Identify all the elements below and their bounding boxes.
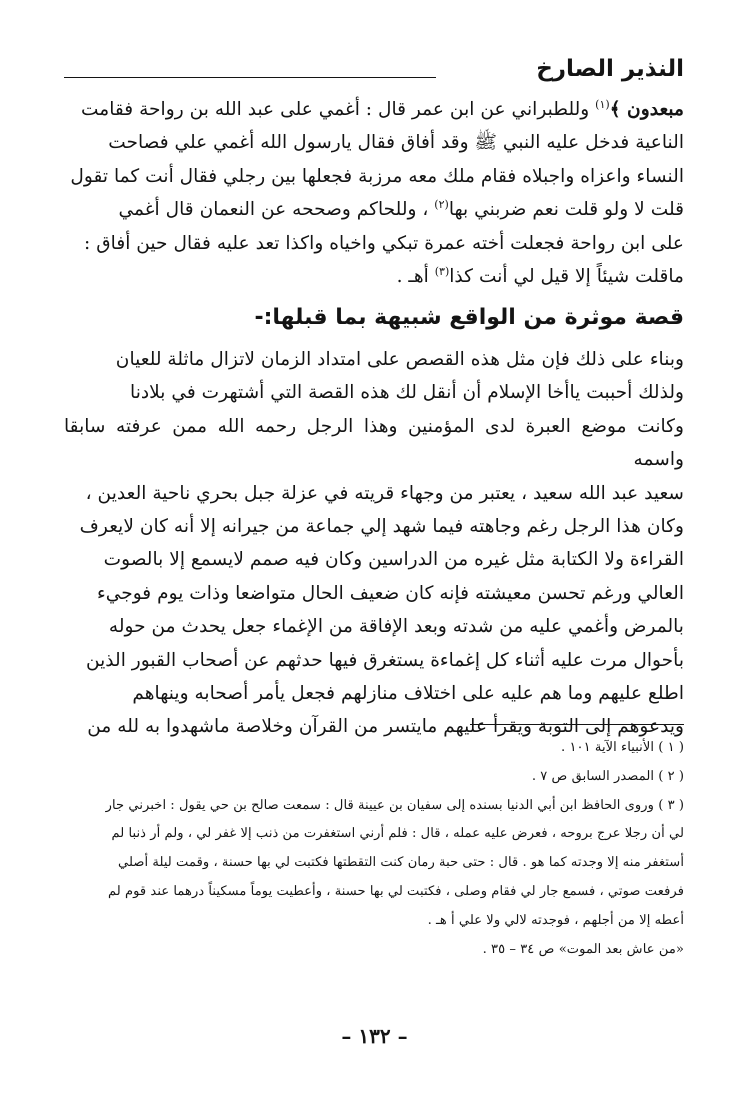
- page-number: – ١٣٢ –: [341, 1024, 408, 1048]
- body-paragraph-1: [64, 93, 684, 293]
- footnote-2: ( ٢ ) المصدر السابق ص ٧ .: [531, 768, 684, 784]
- text-line: سعيد عبد الله سعيد ، يعتبر من وجهاء قريته في عزلة جبل بحري ناحية العدين ،: [85, 482, 684, 504]
- text-line: اطلع عليهم وما هم عليه على اختلاف منازلهم فجعل يأمر أصحابه وينهاهم: [132, 683, 684, 705]
- text-line: وبناء على ذلك فإن مثل هذه القصص على امتداد الزمان لاتزال ماثلة للعيان: [115, 349, 684, 370]
- text-line: النساء واعزاه واجبلاه فقام ملك معه مرزبة فجعلها بين رجلي فقال أنت كما تقول: [70, 165, 684, 187]
- text-run: وللطبراني عن ابن عمر قال : أغمي على عبد الله بن رواحة فقامت: [81, 99, 596, 120]
- text-line: العالي ورغم تحسن معيشته فإنه كان ضعيف الحال متواضعا وذات يوم فوجيء: [96, 582, 684, 604]
- running-header: [64, 52, 684, 88]
- text-line: بأحوال مرت عليه أثناء كل إغماءة يستغرق فيها حدثهم عن أصحاب القبور الذين: [85, 649, 684, 671]
- body-paragraph-2: [64, 343, 684, 744]
- text-run: ، وللحاكم وصححه عن النعمان قال أغمي: [118, 199, 435, 221]
- section-heading: قصة موثرة من الواقع شبيهة بما قبلها:-: [254, 305, 684, 330]
- text-line: ويدعوهم إلى التوبة ويقرأ عليهم مايتسر من القرآن وخلاصة ماشهدوا به لله من: [87, 716, 684, 738]
- text-line: على ابن رواحة فجعلت أخته عمرة تبكي واخياه واكذا تعد عليه فقال حين أفاق :: [84, 232, 684, 254]
- footnote-3-line: أعطه إلا من أجلهم ، فوجدته لالي ولا علي أ هـ .: [427, 912, 684, 928]
- footnote-3-source: «من عاش بعد الموت» ص ٣٤ – ٣٥ .: [482, 941, 684, 957]
- text-line: القراءة ولا الكتابة مثل غيره من الدراسين وكان فيه صمم لايسمع إلا بالصوت: [103, 549, 684, 571]
- quran-verse-end: مبعدون ﴾: [609, 99, 684, 120]
- text-run: أهـ .: [396, 266, 435, 288]
- footnote-3-line: لي أن رجلا عرج بروحه ، فعرض عليه عمله ، قال : فلم أرني استغفرت من ذنب إلا غفر لي ، ولم أر ذنبا لم: [111, 826, 684, 842]
- text-line: [64, 193, 684, 226]
- footnote-3-line: ( ٣ ) وروى الحافظ ابن أبي الدنيا بسنده إلى سفيان بن عيينة قال : سمعت صالح بن حي يقول : اخبرني جار: [105, 797, 684, 813]
- text-line: وكان هذا الرجل رغم وجاهته فيما شهد إلي جماعة من جيرانه إلا أنه كان لايعرف: [79, 516, 684, 538]
- text-run: قلت لا ولو قلت نعم ضربني بها: [448, 199, 684, 221]
- footnote-ref-2: (٢): [434, 198, 449, 212]
- running-header-title: النذير الصارخ: [536, 56, 684, 82]
- text-line: ولذلك أحببت ياأخا الإسلام أن أنقل لك هذه القصة التي أشتهرت في بلادنا: [130, 382, 684, 404]
- footnotes: [64, 734, 684, 964]
- text-line: [64, 93, 684, 126]
- header-rule: [64, 77, 436, 78]
- text-line: الناعية فدخل عليه النبي ﷺ وقد أفاق فقال يارسول الله أغمي علي فصاحت: [108, 132, 684, 154]
- footnote-separator: [470, 724, 684, 725]
- footnote-3-line: أستغفر منه إلا وجدته كما هو . قال : حتى حبة رمان كنت التقطتها فكتبت لي بها حسنة ، وقمت ليلة أصلي: [117, 855, 684, 871]
- footnote-3-line: فرفعت صوتي ، فسمع جار لي فقام وصلى ، فكتبت لي بها حسنة ، وأعطيت يوماً مسكيناً درهما عند قوم لم: [107, 883, 684, 899]
- text-run: ماقلت شيئاً إلا قيل لي أنت كذا: [449, 266, 684, 288]
- text-line: وكانت موضع العبرة لدى المؤمنين وهذا الرجل رحمه الله ممن عرفته سابقا واسمه: [64, 415, 684, 471]
- text-line: [64, 260, 684, 293]
- footnote-ref-3: (٣): [434, 265, 450, 279]
- text-line: بالمرض وأغمي عليه من شدته وبعد الإفاقة من الإغماء جعل يحدث من حوله: [108, 616, 684, 638]
- footnote-1: ( ١ ) الأنبياء الآية ١٠١ .: [561, 740, 684, 755]
- footnote-ref-1: (١): [595, 98, 610, 111]
